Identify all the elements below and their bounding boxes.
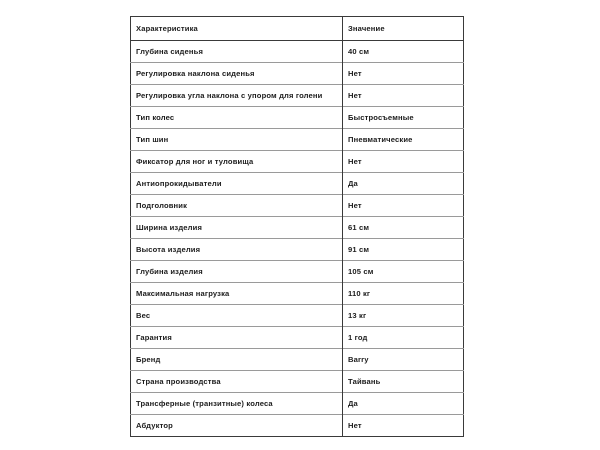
- cell-characteristic: Подголовник: [136, 201, 188, 210]
- cell-value: Нет: [343, 151, 464, 173]
- table-row: [131, 85, 464, 107]
- cell-characteristic: Трансферные (транзитные) колеса: [136, 399, 273, 408]
- cell-characteristic: Абдуктор: [136, 421, 173, 430]
- cell-value: Нет: [343, 415, 464, 437]
- cell-characteristic: Гарантия: [136, 333, 172, 342]
- table-row: [131, 129, 464, 151]
- cell-value: 105 см: [343, 261, 464, 283]
- table-row: [131, 151, 464, 173]
- table-header-row: [131, 17, 464, 41]
- cell-characteristic: Тип колес: [136, 113, 175, 122]
- cell-value: 13 кг: [343, 305, 464, 327]
- cell-value: Да: [343, 173, 464, 195]
- cell-characteristic: Вес: [136, 311, 151, 320]
- table-row: [131, 41, 464, 63]
- table-row: [131, 195, 464, 217]
- cell-value: Нет: [343, 63, 464, 85]
- cell-characteristic: Глубина сиденья: [136, 47, 204, 56]
- table-row: [131, 371, 464, 393]
- cell-characteristic: Бренд: [136, 355, 161, 364]
- cell-characteristic: Высота изделия: [136, 245, 201, 254]
- column-header-characteristic: Характеристика: [136, 24, 198, 33]
- table-row: [131, 283, 464, 305]
- table-row: [131, 239, 464, 261]
- cell-characteristic: Регулировка угла наклона с упором для голени: [136, 91, 323, 100]
- table-row: [131, 305, 464, 327]
- table-body: [131, 41, 464, 437]
- cell-characteristic: Глубина изделия: [136, 267, 203, 276]
- cell-value: 91 см: [343, 239, 464, 261]
- cell-characteristic: Максимальная нагрузка: [136, 289, 230, 298]
- cell-characteristic: Фиксатор для ног и туловища: [136, 157, 254, 166]
- cell-characteristic: Страна производства: [136, 377, 221, 386]
- cell-characteristic: Тип шин: [136, 135, 169, 144]
- cell-value: Barry: [343, 349, 464, 371]
- cell-value: Да: [343, 393, 464, 415]
- table-row: [131, 349, 464, 371]
- table-row: [131, 393, 464, 415]
- cell-value: Нет: [343, 85, 464, 107]
- specifications-table: [130, 16, 464, 437]
- table-row: [131, 415, 464, 437]
- cell-value: Тайвань: [343, 371, 464, 393]
- table-row: [131, 217, 464, 239]
- table-row: [131, 327, 464, 349]
- cell-characteristic: Ширина изделия: [136, 223, 203, 232]
- table-header: [131, 17, 464, 41]
- cell-value: 40 см: [343, 41, 464, 63]
- cell-value: Быстросъемные: [343, 107, 464, 129]
- table-row: [131, 107, 464, 129]
- cell-characteristic: Регулировка наклона сиденья: [136, 69, 255, 78]
- table-row: [131, 261, 464, 283]
- specifications-table-container: [130, 16, 463, 437]
- cell-value: 1 год: [343, 327, 464, 349]
- cell-value: Пневматические: [343, 129, 464, 151]
- cell-value: 61 см: [343, 217, 464, 239]
- table-row: [131, 63, 464, 85]
- table-row: [131, 173, 464, 195]
- column-header-value: Значение: [343, 17, 464, 41]
- cell-characteristic: Антиопрокидыватели: [136, 179, 222, 188]
- cell-value: Нет: [343, 195, 464, 217]
- cell-value: 110 кг: [343, 283, 464, 305]
